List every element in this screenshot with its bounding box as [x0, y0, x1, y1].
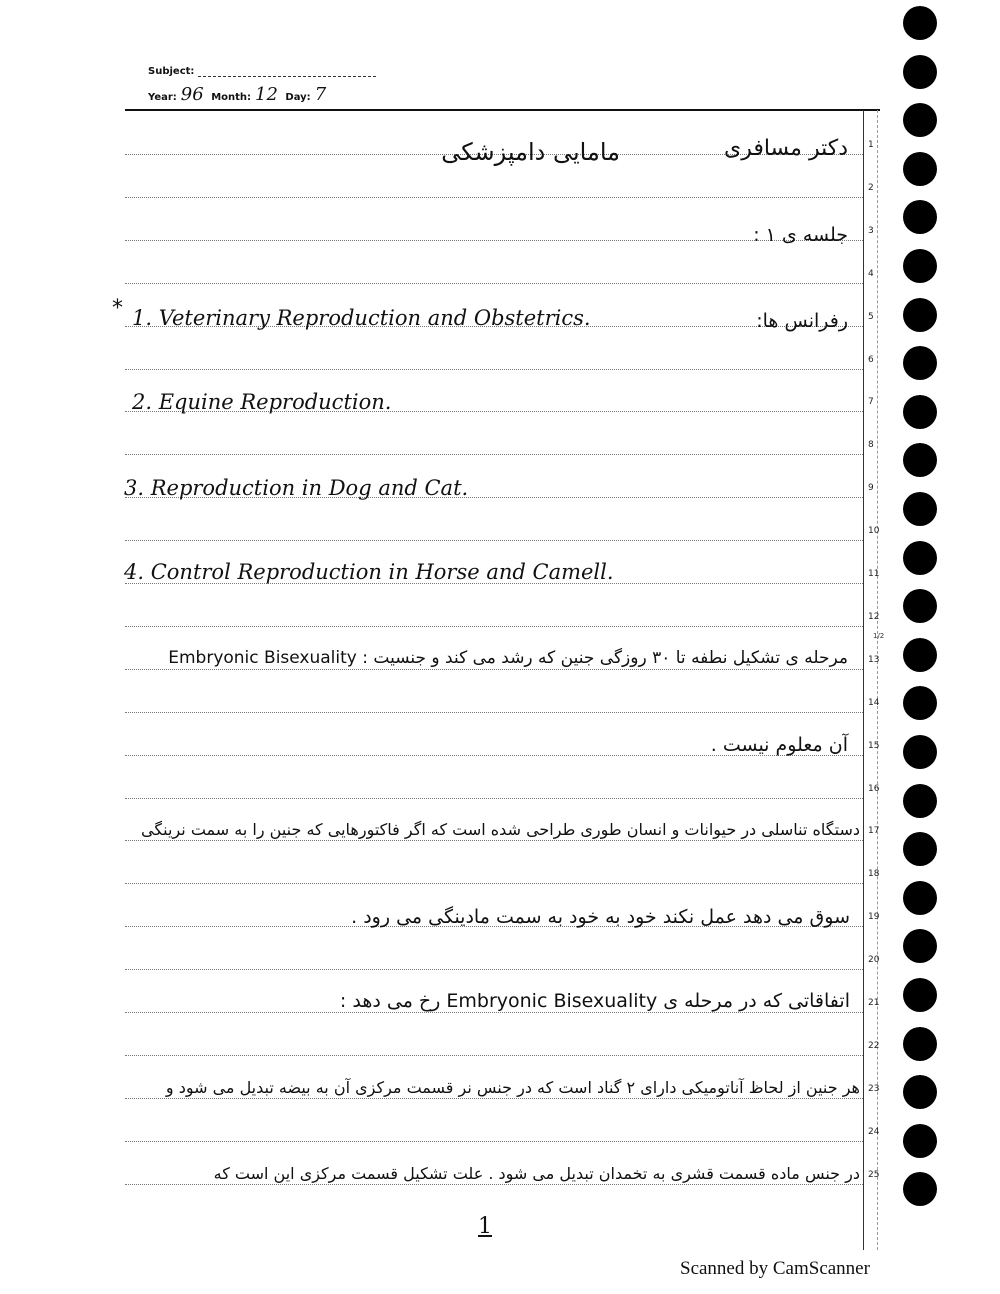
binder-hole: [903, 832, 937, 866]
lecturer-name: دکتر مسافری: [723, 136, 848, 161]
reference-item-3: 3. Reproduction in Dog and Cat.: [124, 476, 469, 500]
binder-hole: [903, 298, 937, 332]
binder-hole: [903, 443, 937, 477]
binder-hole: [903, 103, 937, 137]
binder-hole: [903, 55, 937, 89]
ruled-line: [125, 540, 863, 541]
ruled-line: [125, 798, 863, 799]
line-number: 2: [868, 183, 874, 193]
line-number: 8: [868, 440, 874, 450]
ruled-line: [125, 1141, 863, 1142]
ruled-line: [125, 283, 863, 284]
line-number: 20: [868, 955, 880, 965]
reference-item-4: 4. Control Reproduction in Horse and Camell.: [124, 560, 614, 584]
binder-hole: [903, 1172, 937, 1206]
ruled-line: [125, 1098, 863, 1099]
binder-hole: [903, 541, 937, 575]
margin-dash-line: [877, 110, 878, 1250]
line-number: 10: [868, 526, 880, 536]
binder-hole: [903, 1075, 937, 1109]
line-number: 18: [868, 869, 880, 879]
body-line-19: سوق می دهد عمل نکند خود به خود به سمت مادینگی می رود .: [351, 906, 850, 928]
line-number: 6: [868, 355, 874, 365]
line-number: 11: [868, 569, 880, 579]
half-mark: 1/2: [873, 632, 885, 640]
binder-hole: [903, 784, 937, 818]
binder-hole: [903, 1124, 937, 1158]
line-number: 23: [868, 1084, 880, 1094]
line-number: 25: [868, 1170, 880, 1180]
line-number: 4: [868, 269, 874, 279]
margin-line: [863, 110, 864, 1250]
body-line-15: آن معلوم نیست .: [710, 734, 848, 756]
reference-item-1: 1. Veterinary Reproduction and Obstetrics.: [132, 306, 591, 330]
month-label: Month:: [211, 92, 252, 103]
line-number: 3: [868, 226, 874, 236]
line-number: 1: [868, 140, 874, 150]
binder-hole: [903, 686, 937, 720]
day-label: Day:: [285, 92, 311, 103]
ruled-line: [125, 1012, 863, 1013]
ruled-line: [125, 454, 863, 455]
session-heading: جلسه ی ۱ :: [753, 224, 848, 246]
body-line-25: در جنس ماده قسمت قشری به تخمدان تبدیل می شود . علت تشکیل قسمت مرکزی این است که: [213, 1164, 860, 1183]
body-line-21: اتفاقاتی که در مرحله ی Embryonic Bisexuality رخ می دهد :: [339, 990, 850, 1012]
line-number: 14: [868, 698, 880, 708]
binder-hole: [903, 1027, 937, 1061]
month-value: 12: [255, 84, 278, 105]
star-marker: *: [112, 296, 123, 321]
subject-label: Subject:: [148, 66, 195, 77]
line-number: 21: [868, 998, 880, 1008]
page-number: 1: [478, 1214, 492, 1239]
binder-hole: [903, 492, 937, 526]
binder-hole: [903, 152, 937, 186]
body-line-17: دستگاه تناسلی در حیوانات و انسان طوری طراحی شده است که اگر فاکتورهایی که جنین را به سمت نرینگی: [141, 820, 860, 839]
ruled-line: [125, 626, 863, 627]
course-title: مامایی دامپزشکی: [441, 138, 620, 166]
line-number: 13: [868, 655, 880, 665]
binder-hole: [903, 200, 937, 234]
binder-hole: [903, 929, 937, 963]
body-line-13: مرحله ی تشکیل نطفه تا ۳۰ روزگی جنین که رشد می کند و جنسیت : Embryonic Bisexuality: [168, 648, 848, 668]
ruled-line: [125, 197, 863, 198]
line-number: 19: [868, 912, 880, 922]
binder-hole: [903, 6, 937, 40]
day-value: 7: [314, 84, 327, 105]
reference-item-2: 2. Equine Reproduction.: [132, 390, 392, 414]
binder-hole: [903, 735, 937, 769]
ruled-line: [125, 1184, 863, 1185]
line-number: 17: [868, 826, 880, 836]
binder-hole: [903, 395, 937, 429]
binder-hole: [903, 346, 937, 380]
year-value: 96: [180, 84, 204, 105]
subject-field: [148, 66, 376, 77]
top-rule: [125, 109, 880, 111]
ruled-line: [125, 969, 863, 970]
body-line-23: هر جنین از لحاظ آناتومیکی دارای ۲ گناد است که در جنس نر قسمت مرکزی آن به بیضه تبدیل می شود و: [165, 1078, 860, 1097]
references-label: رفرانس ها:: [756, 310, 848, 332]
line-number: 9: [868, 483, 874, 493]
ruled-line: [125, 883, 863, 884]
year-label: Year:: [148, 92, 177, 103]
ruled-line: [125, 840, 863, 841]
line-number: 22: [868, 1041, 880, 1051]
binder-hole: [903, 249, 937, 283]
date-field: [148, 84, 330, 105]
ruled-line: [125, 369, 863, 370]
ruled-line: [125, 669, 863, 670]
line-number: 16: [868, 784, 880, 794]
line-number: 24: [868, 1127, 880, 1137]
binder-hole: [903, 881, 937, 915]
line-number: 15: [868, 741, 880, 751]
binder-hole: [903, 589, 937, 623]
binder-hole: [903, 978, 937, 1012]
line-number: 12: [868, 612, 880, 622]
line-number: 5: [868, 312, 874, 322]
line-number: 7: [868, 397, 874, 407]
subject-line: [198, 66, 376, 77]
binder-hole: [903, 638, 937, 672]
ruled-line: [125, 712, 863, 713]
scanner-watermark: Scanned by CamScanner: [680, 1258, 870, 1279]
ruled-line: [125, 1055, 863, 1056]
